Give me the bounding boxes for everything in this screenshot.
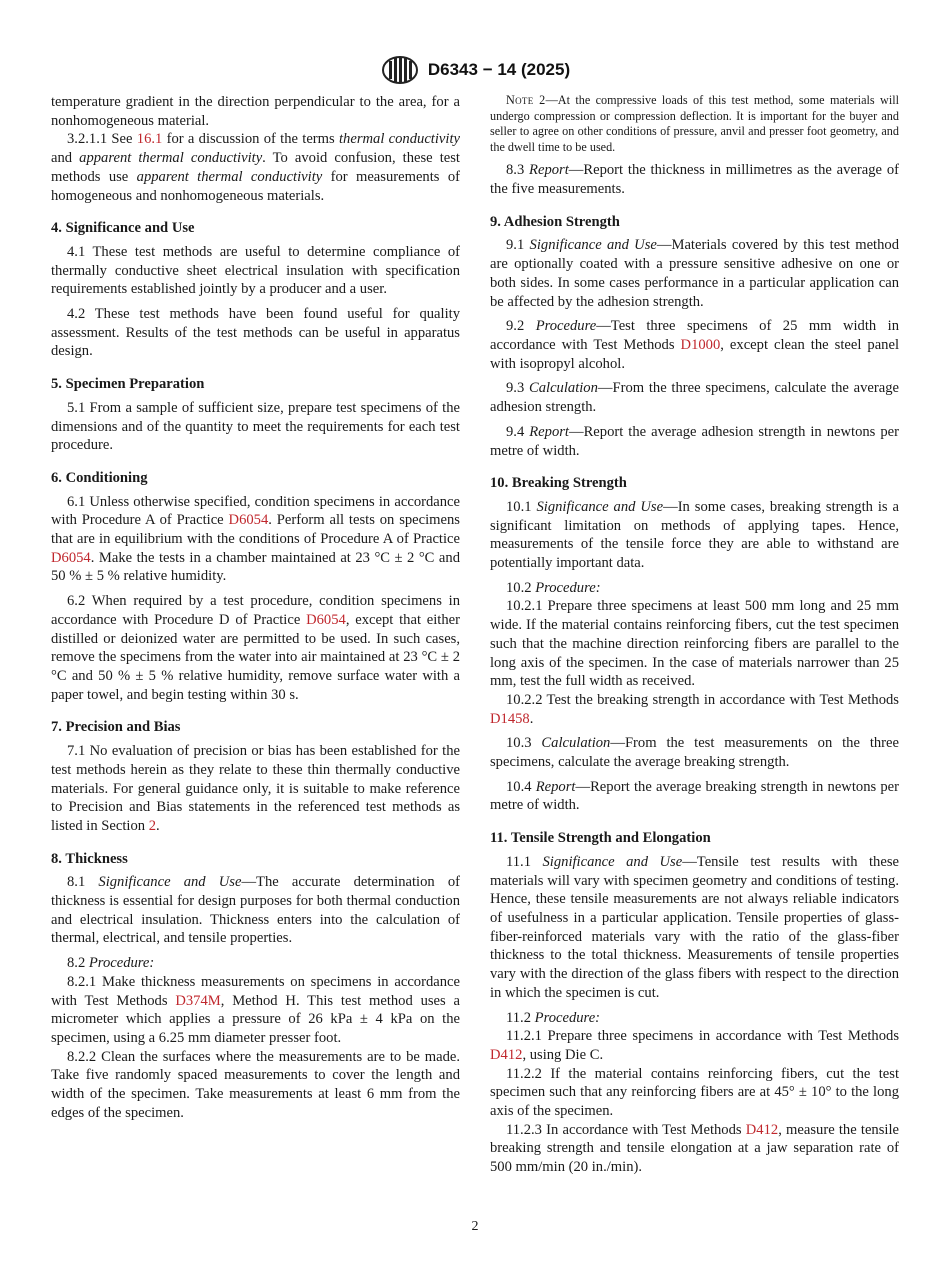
paragraph-10-2-2: 10.2.2 Test the breaking strength in accordance with Test Methods D1458. [490,691,899,727]
link-d6054[interactable]: D6054 [51,549,91,566]
paragraph-11-2-2: 11.2.2 If the material contains reinforcing fibers, cut the test specimen such that any reinforcing fibers are at 45° ± 10° to the long axis of the specimen. [490,1065,899,1120]
section-heading-10: 10. Breaking Strength [490,475,627,492]
paragraph-11-2: 11.2 Procedure: [506,1009,601,1026]
paragraph-10-2-1: 10.2.1 Prepare three specimens at least 500 mm long and 25 mm wide. If the material contains reinforcing fibers, cut the test specimen such that the machine direction reinforcing fibers are parallel to the long axis of the specimen. In the case of materials narrower than 25 mm, test the full width as received. [490,598,899,690]
section-heading-9: 9. Adhesion Strength [490,213,620,230]
paragraph-8-1: 8.1 Significance and Use—The accurate determination of thickness is essential for design purposes for both thermal conduction and electrical insulation. Thickness enters into the calculation of thermal, electrical, and tensile properties. [51,874,460,947]
paragraph-6-2: 6.2 When required by a test procedure, condition specimens in accordance with Procedure D of Practice D6054, except that either distilled or deionized water are permitted to be used. In such cases, remove the specimens from the water into air maintained at 23 °C ± 2 °C and 50 % ± 5 % relative humidity, remove surface water with a paper towel, and begin testing within 30 s. [51,593,460,703]
paragraph-9-2: 9.2 Procedure—Test three specimens of 25 mm width in accordance with Test Methods D1000, except clean the steel panel with isopropyl alcohol. [490,318,900,372]
paragraph-10-4: 10.4 Report—Report the average breaking strength in newtons per metre of width. [490,778,900,814]
paragraph-10-2: 10.2 Procedure: [506,579,601,596]
paragraph-10-3: 10.3 Calculation—From the test measurements on the three specimens, calculate the average breaking strength. [490,735,899,771]
paragraph-11-2-1: 11.2.1 Prepare three specimens in accordance with Test Methods D412, using Die C. [490,1028,899,1063]
link-d1458[interactable]: D1458 [490,710,530,727]
paragraph-11-1: 11.1 Significance and Use—Tensile test results with these materials will vary with specimen geometry and conditions of testing. Hence, these tensile measurements are not always reliable indicators of usefulness in a particular application. Tensile properties of glass-fiber-reinforced materials vary with the ratio of the glass-fiber thickness to the total thickness. Measurements of tensile properties vary with the direction of the glass fibers with respect to the direction in which the specimen is cut. [490,853,899,1001]
paragraph-8-2: 8.2 Procedure: [67,955,155,972]
section-heading-11: 11. Tensile Strength and Elongation [490,830,711,847]
link-d6054[interactable]: D6054 [228,512,269,529]
left-column [51,93,460,1122]
section-heading-8: 8. Thickness [51,850,128,867]
paragraph-3-2-1-1: 3.2.1.1 See 16.1 for a discussion of the terms thermal conductivity and apparent thermal conductivity. To avoid confusion, these test methods use apparent thermal conductivity for measurements of homogeneous and nonhomogeneous materials. [51,131,460,204]
link-d412[interactable]: D412 [490,1046,523,1063]
page-header [0,52,950,88]
paragraph-8-2-2: 8.2.2 Clean the surfaces where the measurements are to be made. Take five randomly spaced measurements to cover the length and width of the specimen. Take measurements at least 6 mm from the edges of the specimen. [51,1048,460,1121]
paragraph-5-1: 5.1 From a sample of sufficient size, prepare test specimens of the dimensions and of the quantity to meet the requirements for each test procedure. [51,399,460,454]
paragraph-7-1: 7.1 No evaluation of precision or bias has been established for the test methods herein as they relate to these thin thermally conductive materials. For general guidance only, it is suitable to make reference to Precision and Bias statements in the referenced test methods as listed in Section 2. [51,743,460,834]
document-designation: D6343 − 14 (2025) [427,60,571,79]
paragraph-9-1: 9.1 Significance and Use—Materials covered by this test method are optionally coated with a pressure sensitive adhesive on one or both sides. In some cases performance in a particular application can be affected by the adhesion strength. [490,237,899,310]
paragraph-9-3: 9.3 Calculation—From the three specimens, calculate the average adhesion strength. [490,380,899,416]
link-d1000[interactable]: D1000 [680,337,721,353]
right-column [490,93,899,1177]
paragraph-8-2-1: 8.2.1 Make thickness measurements on specimens in accordance with Test Methods D374M, Method H. This test method uses a micrometer which applies a pressure of 26 kPa ± 4 kPa on the specimen, using a 6.25 mm diameter presser foot. [51,973,461,1046]
note-2: Note 2—At the compressive loads of this test method, some materials will undergo compression or compression deflection. It is important for the buyer and seller to agree on other conditions of pressure, anvil and presser foot geometry, and the dwell time to be used. [490,93,899,154]
section-heading-7: 7. Precision and Bias [51,719,181,736]
paragraph-4-1: 4.1 These test methods are useful to determine compliance of thermally conductive sheet electrical insulation with specification requirements established jointly by a producer and a user. [51,243,460,298]
paragraph-11-2-3: 11.2.3 In accordance with Test Methods D412, measure the tensile breaking strength and tensile elongation at a jaw separation rate of 500 mm/min (20 in./min). [490,1121,899,1176]
link-16-1[interactable]: 16.1 [136,131,163,148]
link-d374m[interactable]: D374M [175,992,221,1009]
section-heading-5: 5. Specimen Preparation [51,376,205,393]
link-section-2[interactable]: 2 [148,817,156,834]
paragraph-4-2: 4.2 These test methods have been found useful for quality assessment. Results of the test methods can be useful in apparatus design. [51,306,460,360]
paragraph-9-4: 9.4 Report—Report the average adhesion strength in newtons per metre of width. [490,423,899,459]
link-d412[interactable]: D412 [745,1121,779,1138]
astm-logo-icon [380,54,420,86]
paragraph-continuation: temperature gradient in the direction perpendicular to the area, for a nonhomogeneous material. [51,94,460,129]
paragraph-8-3: 8.3 Report—Report the thickness in millimetres as the average of the five measurements. [490,162,899,198]
section-heading-6: 6. Conditioning [51,469,148,486]
section-heading-4: 4. Significance and Use [51,220,195,237]
page-number: 2 [471,1219,479,1234]
paragraph-10-1: 10.1 Significance and Use—In some cases, breaking strength is a significant limitation on methods of applying tapes. Hence, measurements of the tensile force they are able to withstand are potentially important data. [490,498,900,572]
paragraph-6-1: 6.1 Unless otherwise specified, condition specimens in accordance with Procedure A of Practice D6054. Perform all tests on specimens that are in equilibrium with the conditions of Procedure A of Practice D6054. Make the tests in a chamber maintained at 23 °C ± 2 °C and 50 % ± 5 % relative humidity. [51,493,460,585]
link-d6054[interactable]: D6054 [306,611,346,628]
